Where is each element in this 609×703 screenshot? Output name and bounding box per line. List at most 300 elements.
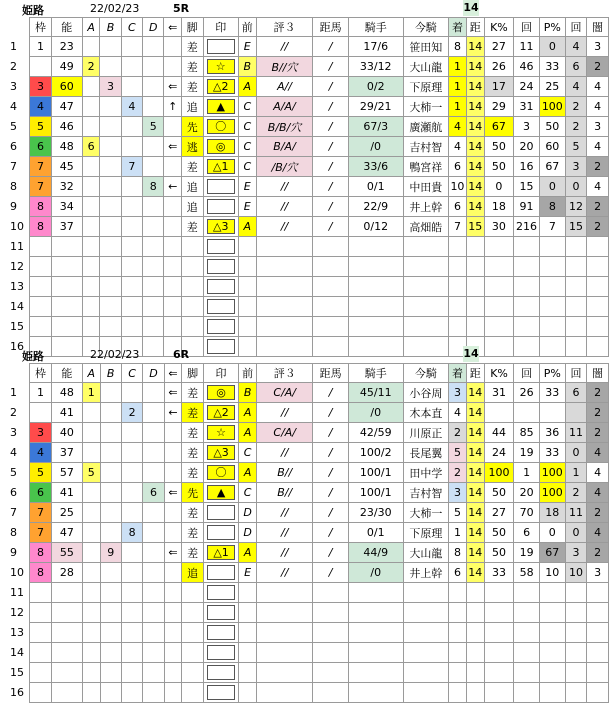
- cell-eval3: [257, 623, 313, 643]
- cell-jockey-change: 45/11: [348, 383, 403, 403]
- cell-col-b: [100, 277, 121, 297]
- cell-p-count: [565, 603, 587, 623]
- table-row[interactable]: [0, 663, 609, 683]
- cell-ability: 41: [51, 483, 82, 503]
- mark-box[interactable]: △2: [207, 405, 235, 420]
- cell-col-c: [121, 383, 142, 403]
- cell-ability: 37: [51, 443, 82, 463]
- cell-dist: 14: [466, 137, 484, 157]
- cell-eval3: //: [257, 523, 313, 543]
- cell-col-a: [82, 603, 100, 623]
- cell-horse-no: 8: [10, 526, 17, 539]
- cell-finish: [449, 643, 467, 663]
- mark-box[interactable]: [207, 645, 235, 660]
- cell-p-pct: 0: [539, 37, 565, 57]
- cell-k-count: 216: [514, 217, 540, 237]
- table-row[interactable]: [0, 603, 609, 623]
- cell-jockey-change: 42/59: [348, 423, 403, 443]
- cell-dist: 14: [466, 503, 484, 523]
- cell-dist: 14: [466, 463, 484, 483]
- cell-jockey-change: 67/3: [348, 117, 403, 137]
- cell-jockey: 下原理: [403, 77, 448, 97]
- cell-p-count: 0: [565, 443, 587, 463]
- cell-dark: 4: [587, 97, 609, 117]
- header-prev: 前: [238, 18, 256, 37]
- cell-mark: [203, 37, 238, 57]
- cell-dark: 4: [587, 77, 609, 97]
- cell-p-pct: 18: [539, 503, 565, 523]
- cell-p-count: 6: [565, 57, 587, 77]
- cell-jockey: 鴨宮祥: [403, 157, 448, 177]
- cell-p-count: 0: [565, 177, 587, 197]
- cell-horse-no: 5: [10, 120, 17, 133]
- cell-arrow: [164, 217, 182, 237]
- cell-waku: 1: [30, 37, 52, 57]
- mark-box[interactable]: [207, 259, 235, 274]
- cell-dark: 4: [587, 177, 609, 197]
- table-row[interactable]: [0, 217, 609, 237]
- cell-col-d: [143, 663, 164, 683]
- cell-col-b: [100, 563, 121, 583]
- table-row[interactable]: [0, 237, 609, 257]
- cell-mark: [203, 563, 238, 583]
- cell-prev: [238, 297, 256, 317]
- cell-k-count: 31: [514, 97, 540, 117]
- cell-dist-horse: /: [313, 503, 348, 523]
- cell-col-a: [82, 643, 100, 663]
- cell-horse-no: 12: [10, 260, 24, 273]
- cell-finish: 10: [449, 177, 467, 197]
- mark-box[interactable]: [207, 199, 235, 214]
- cell-k-pct: [484, 603, 514, 623]
- cell-waku: [30, 623, 52, 643]
- cell-ability: 41: [51, 403, 82, 423]
- cell-mark: [203, 643, 238, 663]
- cell-jockey-change: 0/1: [348, 523, 403, 543]
- mark-box[interactable]: ◎: [207, 139, 235, 154]
- cell-dist: 14: [466, 97, 484, 117]
- cell-p-count: 2: [565, 483, 587, 503]
- cell-eval3: A//: [256, 77, 313, 97]
- cell-arrow: [164, 157, 182, 177]
- cell-dark: [587, 643, 609, 663]
- cell-p-pct: 100: [539, 463, 565, 483]
- cell-jockey-change: [348, 583, 403, 603]
- mark-box[interactable]: ☆: [207, 425, 235, 440]
- cell-col-a: [82, 97, 100, 117]
- cell-prev: [238, 317, 256, 337]
- race-6r-block: [0, 346, 609, 703]
- cell-finish: [449, 663, 467, 683]
- cell-jockey-change: /0: [348, 403, 403, 423]
- cell-prev: [239, 583, 257, 603]
- cell-dist-horse: /: [313, 117, 348, 137]
- table-row[interactable]: [0, 97, 609, 117]
- cell-style: 差: [182, 403, 204, 423]
- table-row[interactable]: [0, 157, 609, 177]
- cell-mark: [203, 57, 238, 77]
- cell-dist-horse: /: [313, 383, 348, 403]
- cell-style: 差: [182, 157, 204, 177]
- mark-box[interactable]: 〇: [207, 465, 235, 480]
- cell-col-a: [82, 543, 100, 563]
- table-row[interactable]: [0, 37, 609, 57]
- mark-box[interactable]: △2: [207, 79, 235, 94]
- cell-prev: A: [239, 423, 257, 443]
- cell-col-d: [143, 277, 164, 297]
- cell-jockey-change: 100/1: [348, 483, 403, 503]
- cell-ability: 45: [51, 157, 82, 177]
- cell-dark: [587, 297, 609, 317]
- cell-col-c: [121, 57, 142, 77]
- cell-ability: [51, 603, 82, 623]
- table-row[interactable]: [0, 177, 609, 197]
- cell-col-d: [143, 403, 164, 423]
- cell-horse-no: 9: [10, 546, 17, 559]
- cell-k-count: 11: [514, 37, 540, 57]
- mark-box[interactable]: [207, 39, 235, 54]
- cell-dist: 15: [466, 217, 484, 237]
- mark-box[interactable]: [207, 565, 235, 580]
- cell-dist: 14: [466, 117, 484, 137]
- cell-horse-no: 3: [10, 80, 17, 93]
- cell-finish: [449, 623, 467, 643]
- cell-mark: [203, 423, 238, 443]
- header-blank: [0, 18, 30, 37]
- table-row[interactable]: [0, 197, 609, 217]
- cell-eval3: [256, 257, 313, 277]
- mark-box[interactable]: [207, 625, 235, 640]
- cell-jockey: 中田貴: [403, 177, 448, 197]
- cell-style: 差: [182, 37, 204, 57]
- cell-mark: [203, 503, 238, 523]
- header-col-c: C: [121, 364, 142, 383]
- cell-arrow: [164, 197, 182, 217]
- cell-p-count: [565, 623, 587, 643]
- cell-dark: 2: [587, 503, 609, 523]
- cell-jockey: [403, 317, 448, 337]
- mark-box[interactable]: [207, 505, 235, 520]
- cell-jockey-change: 0/12: [348, 217, 403, 237]
- mark-box[interactable]: 〇: [207, 119, 235, 134]
- cell-ability: 57: [51, 463, 82, 483]
- cell-dark: 4: [587, 523, 609, 543]
- cell-horse-no: 7: [10, 160, 17, 173]
- cell-k-pct: 0: [484, 177, 513, 197]
- cell-prev: D: [239, 503, 257, 523]
- table-row[interactable]: [0, 563, 609, 583]
- cell-prev: [239, 603, 257, 623]
- cell-p-count: [565, 403, 587, 423]
- table-row[interactable]: [0, 503, 609, 523]
- cell-horse-no: 8: [10, 180, 17, 193]
- table-row[interactable]: [0, 257, 609, 277]
- cell-ability: 60: [51, 77, 82, 97]
- header-col-b: B: [100, 18, 121, 37]
- cell-p-pct: [539, 317, 565, 337]
- cell-eval3: B/A/: [256, 137, 313, 157]
- cell-eval3: //: [256, 217, 313, 237]
- cell-jockey-change: 23/30: [348, 503, 403, 523]
- cell-horse-no: 1: [10, 386, 17, 399]
- cell-waku: 5: [30, 463, 52, 483]
- cell-k-count: [514, 663, 539, 683]
- table-row[interactable]: [0, 297, 609, 317]
- cell-jockey: 田中学: [403, 463, 448, 483]
- table-row[interactable]: [0, 403, 609, 423]
- header-waku: 枠: [30, 18, 52, 37]
- mark-box[interactable]: ◎: [207, 385, 235, 400]
- cell-p-pct: [539, 603, 565, 623]
- cell-prev: A: [238, 217, 256, 237]
- cell-dist: [466, 317, 484, 337]
- cell-dist: 14: [466, 177, 484, 197]
- cell-mark: [203, 77, 238, 97]
- mark-box[interactable]: △1: [207, 545, 235, 560]
- table-row[interactable]: [0, 277, 609, 297]
- cell-k-pct: [484, 623, 514, 643]
- cell-prev: [239, 643, 257, 663]
- cell-col-d: [143, 97, 164, 117]
- cell-finish: 8: [449, 543, 467, 563]
- cell-arrow: [164, 257, 182, 277]
- cell-k-count: [514, 623, 539, 643]
- cell-waku: [30, 643, 52, 663]
- cell-col-c: [121, 583, 142, 603]
- mark-box[interactable]: [207, 665, 235, 680]
- header-jockey: 今騎: [403, 364, 448, 383]
- cell-jockey: [403, 237, 448, 257]
- mark-box[interactable]: [207, 525, 235, 540]
- header-p-count: 回: [565, 364, 587, 383]
- cell-col-d: [143, 563, 164, 583]
- cell-col-a: [82, 297, 100, 317]
- mark-box[interactable]: ▲: [207, 99, 235, 114]
- header-col-c: C: [121, 18, 142, 37]
- cell-prev: C: [238, 157, 256, 177]
- cell-col-a: [82, 237, 100, 257]
- cell-dark: 2: [587, 543, 609, 563]
- cell-finish: [449, 317, 467, 337]
- cell-col-c: 4: [121, 97, 142, 117]
- header-row: [0, 18, 609, 37]
- race-table: [0, 363, 609, 703]
- cell-col-b: [100, 297, 121, 317]
- cell-col-a: [82, 217, 100, 237]
- cell-jockey: [403, 663, 448, 683]
- cell-col-d: [143, 463, 164, 483]
- cell-dark: [587, 663, 609, 683]
- mark-box[interactable]: [207, 239, 235, 254]
- cell-ability: 32: [51, 177, 82, 197]
- table-row[interactable]: [0, 317, 609, 337]
- race-header: [0, 0, 609, 17]
- cell-style: [182, 317, 204, 337]
- cell-col-d: [143, 157, 164, 177]
- cell-jockey: [403, 297, 448, 317]
- header-jockey-change: 騎手: [348, 364, 403, 383]
- cell-dist: [466, 583, 484, 603]
- cell-col-b: 3: [100, 77, 121, 97]
- cell-jockey-change: 44/9: [348, 543, 403, 563]
- mark-box[interactable]: △3: [207, 445, 235, 460]
- cell-col-a: [82, 157, 100, 177]
- cell-ability: 46: [51, 117, 82, 137]
- cell-jockey: 井上幹: [403, 563, 448, 583]
- cell-p-pct: 8: [539, 197, 565, 217]
- table-row[interactable]: [0, 643, 609, 663]
- cell-waku: 2: [30, 403, 52, 423]
- header-dist-horse: 距馬: [313, 18, 348, 37]
- table-row[interactable]: [0, 117, 609, 137]
- table-row[interactable]: [0, 463, 609, 483]
- cell-k-count: 46: [514, 57, 540, 77]
- cell-col-d: [143, 503, 164, 523]
- mark-box[interactable]: △1: [207, 159, 235, 174]
- cell-col-c: [121, 277, 142, 297]
- table-row[interactable]: [0, 77, 609, 97]
- mark-box[interactable]: [207, 179, 235, 194]
- cell-horse-no: 6: [10, 486, 17, 499]
- mark-box[interactable]: △3: [207, 219, 235, 234]
- cell-ability: 49: [51, 57, 82, 77]
- mark-box[interactable]: [207, 585, 235, 600]
- header-dist: 距: [466, 364, 484, 383]
- cell-col-a: [82, 277, 100, 297]
- cell-style: 差: [182, 523, 204, 543]
- cell-k-pct: 24: [484, 443, 514, 463]
- cell-waku: 7: [30, 523, 52, 543]
- cell-dist: 14: [466, 403, 484, 423]
- cell-arrow: [164, 643, 182, 663]
- cell-finish: [449, 603, 467, 623]
- table-row[interactable]: [0, 137, 609, 157]
- mark-box[interactable]: [207, 605, 235, 620]
- header-k-count: 回: [514, 364, 539, 383]
- table-row[interactable]: [0, 383, 609, 403]
- cell-arrow: ←: [164, 177, 182, 197]
- mark-box[interactable]: [207, 299, 235, 314]
- cell-finish: 4: [449, 403, 467, 423]
- cell-jockey: 廣瀬航: [403, 117, 448, 137]
- mark-box[interactable]: ☆: [207, 59, 235, 74]
- cell-finish: 4: [449, 137, 467, 157]
- cell-p-count: 3: [565, 543, 587, 563]
- cell-col-a: [82, 177, 100, 197]
- table-row[interactable]: [0, 523, 609, 543]
- mark-box[interactable]: [207, 319, 235, 334]
- header-ability: 能: [51, 364, 82, 383]
- cell-col-a: [82, 77, 100, 97]
- cell-finish: 1: [449, 97, 467, 117]
- cell-col-b: [100, 117, 121, 137]
- cell-col-b: [100, 583, 121, 603]
- cell-dist-horse: /: [313, 217, 348, 237]
- race-number: 5R: [173, 2, 190, 15]
- cell-mark: [203, 523, 238, 543]
- mark-box[interactable]: ▲: [207, 485, 235, 500]
- cell-p-pct: 67: [539, 157, 565, 177]
- table-row[interactable]: [0, 483, 609, 503]
- cell-p-pct: 0: [539, 523, 565, 543]
- cell-jockey: 大山龍: [403, 543, 448, 563]
- cell-dark: 2: [587, 57, 609, 77]
- cell-col-a: [82, 623, 100, 643]
- cell-eval3: B//: [257, 483, 313, 503]
- cell-col-c: [121, 483, 142, 503]
- cell-mark: [203, 403, 238, 423]
- table-row[interactable]: [0, 543, 609, 563]
- table-row[interactable]: [0, 443, 609, 463]
- table-row[interactable]: [0, 583, 609, 603]
- header-k-pct: K%: [484, 364, 514, 383]
- cell-dist: 14: [466, 57, 484, 77]
- cell-horse-no: 13: [10, 280, 24, 293]
- cell-p-count: 4: [565, 77, 587, 97]
- cell-finish: 2: [449, 463, 467, 483]
- cell-eval3: //: [256, 197, 313, 217]
- cell-mark: [203, 603, 238, 623]
- cell-col-d: [143, 383, 164, 403]
- cell-k-pct: 33: [484, 563, 514, 583]
- cell-dist: [466, 237, 484, 257]
- cell-p-pct: 10: [539, 563, 565, 583]
- cell-dist-horse: /: [313, 177, 348, 197]
- cell-arrow: [164, 317, 182, 337]
- cell-eval3: [256, 237, 313, 257]
- cell-prev: E: [238, 197, 256, 217]
- cell-col-b: [100, 37, 121, 57]
- cell-k-count: [514, 317, 540, 337]
- cell-dist: 14: [466, 77, 484, 97]
- cell-p-count: [565, 643, 587, 663]
- cell-k-pct: [484, 297, 513, 317]
- cell-ability: [51, 317, 82, 337]
- cell-style: 差: [182, 423, 204, 443]
- mark-box[interactable]: [207, 279, 235, 294]
- cell-dark: [587, 623, 609, 643]
- cell-col-a: [82, 37, 100, 57]
- cell-horse-no: 10: [10, 566, 24, 579]
- cell-col-a: [82, 403, 100, 423]
- cell-waku: [30, 277, 52, 297]
- table-row[interactable]: [0, 423, 609, 443]
- cell-col-c: 7: [121, 157, 142, 177]
- cell-finish: 8: [449, 37, 467, 57]
- cell-col-a: 6: [82, 137, 100, 157]
- table-row[interactable]: [0, 57, 609, 77]
- cell-k-count: 58: [514, 563, 539, 583]
- cell-ability: [51, 297, 82, 317]
- cell-waku: 1: [30, 383, 52, 403]
- cell-k-count: 26: [514, 383, 539, 403]
- cell-p-count: 3: [565, 157, 587, 177]
- cell-k-count: 91: [514, 197, 540, 217]
- cell-col-d: [143, 297, 164, 317]
- cell-mark: [203, 443, 238, 463]
- cell-dist-horse: [313, 257, 348, 277]
- cell-col-a: [82, 563, 100, 583]
- cell-mark: [203, 463, 238, 483]
- table-row[interactable]: [0, 623, 609, 643]
- cell-horse-no: 15: [10, 320, 24, 333]
- cell-k-count: 3: [514, 117, 540, 137]
- cell-col-a: [82, 317, 100, 337]
- cell-eval3: B//穴: [256, 57, 313, 77]
- cell-p-count: 15: [565, 217, 587, 237]
- cell-col-b: [100, 97, 121, 117]
- header-arrow: ⇐: [164, 18, 182, 37]
